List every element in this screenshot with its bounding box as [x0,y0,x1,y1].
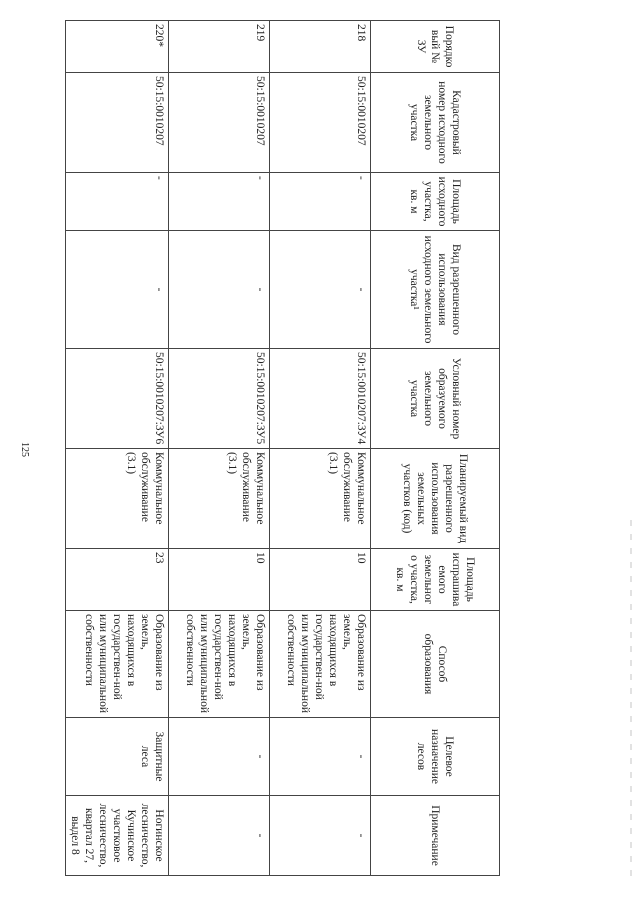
cell-plot-number: 220* [66,21,169,73]
cell-source-area: - [270,173,371,231]
cell-formation-method: Образование из земель, находящихся в государствен-ной или муниципальной собственности [270,611,371,718]
cell-planned-use: Коммунальное обслуживание (3.1) [270,449,371,549]
header-plot-number: Порядковый № ЗУ [371,21,500,73]
cell-source-area: - [169,173,270,231]
cell-requested-area: 10 [169,549,270,611]
page-number: 125 [19,442,30,457]
cell-source-use: - [270,231,371,349]
header-source-area: Площадь исходного участка, кв. м [371,173,500,231]
cell-forest-purpose: - [270,718,371,796]
cell-conditional-number: 50:15:0010207:ЗУ5 [169,349,270,449]
cell-conditional-number: 50:15:0010207:ЗУ6 [66,349,169,449]
cell-requested-area: 10 [270,549,371,611]
header-planned-use: Планируемый вид разрешенного использования земельных участков (код) [371,449,500,549]
cell-requested-area: 23 [66,549,169,611]
cell-source-use: - [169,231,270,349]
header-formation-method: Способ образования [371,611,500,718]
cell-formation-method: Образование из земель, находящихся в государствен-ной или муниципальной собственности [169,611,270,718]
table-row [270,21,371,876]
header-forest-purpose: Целевое назначение лесов [371,718,500,796]
cell-note: - [270,796,371,876]
header-requested-area: Площадь испрашиваемого земельного участка, кв. м [371,549,500,611]
header-cadastral-number: Кадастровый номер исходного земельного участка [371,73,500,173]
cell-plot-number: 219 [169,21,270,73]
cell-planned-use: Коммунальное обслуживание (3.1) [66,449,169,549]
cell-forest-purpose: Защитные леса [66,718,169,796]
cell-note: Ногинское лесничество, Кучинское участковое лесничество, квартал 27, выдел 8 [66,796,169,876]
scan-artifact [630,520,632,880]
header-source-use: Вид разрешенного использования исходного земельного участка¹ [371,231,500,349]
table-row [169,21,270,876]
cell-cadastral-number: 50:15:0010207 [169,73,270,173]
table-header-row [371,21,500,876]
cell-formation-method: Образование из земель, находящихся в государствен-ной или муниципальной собственности [66,611,169,718]
cell-plot-number: 218 [270,21,371,73]
header-note: Примечание [371,796,500,876]
document-page [60,20,500,875]
cell-forest-purpose: - [169,718,270,796]
table-row [66,21,169,876]
cell-conditional-number: 50:15:0010207:ЗУ4 [270,349,371,449]
cell-cadastral-number: 50:15:0010207 [270,73,371,173]
land-plots-table [65,20,500,876]
cell-cadastral-number: 50:15:0010207 [66,73,169,173]
cell-planned-use: Коммунальное обслуживание (3.1) [169,449,270,549]
cell-source-area: - [66,173,169,231]
cell-note: - [169,796,270,876]
cell-source-use: - [66,231,169,349]
header-conditional-number: Условный номер образуемого земельного участка [371,349,500,449]
